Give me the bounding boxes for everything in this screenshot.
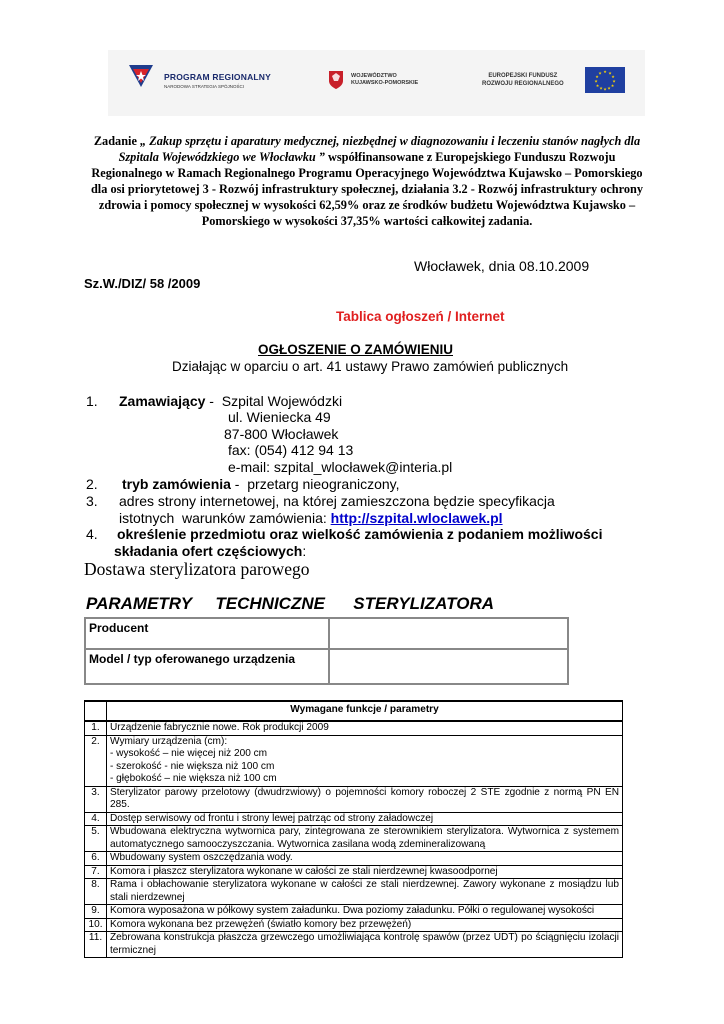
intro-prefix: Zadanie	[93, 134, 137, 148]
producer-table	[84, 617, 569, 685]
item-2	[122, 476, 400, 493]
row-text: Dostęp serwisowy od frontu i strony lewej patrząc od strony załadowczej	[107, 812, 623, 826]
row-text: Urządzenie fabrycznie nowe. Rok produkcji 2009	[107, 721, 623, 735]
email-address: e-mail: szpital_wlocławek@interia.pl	[228, 459, 453, 475]
producer-field[interactable]	[329, 618, 568, 649]
item-4-colon: :	[302, 543, 307, 559]
region-crest-icon	[328, 70, 344, 90]
row-text: Wymiary urządzenia (cm): - wysokość – nie więcej niż 200 cm - szerokość - nie większa niż 100 cm - głębokość – nie większa niż 100 cm	[107, 735, 623, 786]
item-2-number: 2.	[86, 476, 98, 492]
address-street: ul. Wieniecka 49	[228, 409, 331, 425]
row-number: 6.	[85, 852, 107, 866]
table-row	[85, 932, 623, 958]
reference-number: Sz.W./DIZ/ 58 /2009	[84, 276, 201, 291]
table-row	[85, 826, 623, 852]
notice-title: OGŁOSZENIE O ZAMÓWIENIU	[258, 342, 453, 357]
item-3-number: 3.	[86, 493, 98, 509]
model-field[interactable]	[329, 649, 568, 684]
parameters-heading: PARAMETRY TECHNICZNE STERYLIZATORA	[86, 594, 495, 613]
model-label: Model / typ oferowanego urządzenia	[85, 649, 329, 684]
row-number: 8.	[85, 879, 107, 905]
row-text: Wbudowany system oszczędzania wody.	[107, 852, 623, 866]
notice-subtitle: Działając w oparciu o art. 41 ustawy Prawo zamówień publicznych	[172, 359, 569, 374]
specification-link[interactable]: http://szpital.wloclawek.pl	[330, 510, 503, 526]
svg-text:★: ★	[595, 74, 599, 79]
item-4-number: 4.	[86, 526, 98, 542]
item-3-text: istotnych warunków zamówienia:	[119, 510, 331, 526]
region-logo-text: WOJEWÓDZTWO KUJAWSKO-POMORSKIE	[351, 73, 419, 86]
table-row	[85, 735, 623, 786]
item-4-line-2	[114, 543, 306, 560]
svg-text:★: ★	[598, 70, 602, 76]
item-3-line-1: adres strony internetowej, na której zamieszczona będzie specyfikacja	[119, 493, 555, 509]
item-1-name: Szpital Wojewódzki	[221, 393, 343, 409]
item-1-number: 1.	[86, 393, 98, 409]
table-row	[85, 918, 623, 932]
table-row	[85, 905, 623, 919]
svg-text:★: ★	[610, 83, 615, 88]
svg-text:★: ★	[608, 70, 612, 76]
svg-text:★: ★	[611, 74, 615, 79]
row-number: 10.	[85, 918, 107, 932]
item-2-label: tryb zamówienia	[122, 476, 231, 492]
item-4-text: składania ofert częściowych	[114, 543, 303, 559]
row-number: 7.	[85, 865, 107, 879]
svg-text:★: ★	[612, 78, 616, 84]
fax-number: fax: (054) 412 94 13	[228, 442, 354, 458]
svg-text:★: ★	[603, 69, 607, 74]
item-2-value: - przetarg nieograniczony,	[230, 476, 400, 492]
table-row	[85, 865, 623, 879]
header-number-cell	[85, 701, 107, 721]
svg-text:★: ★	[594, 78, 598, 84]
row-text: Sterylizator parowy przelotowy (dwudrzwiowy) o pojemności komory roboczej 2 STE zgodnie z normą PN EN 285.	[107, 786, 623, 812]
item-1	[119, 393, 342, 410]
row-text: Rama i obłachowanie sterylizatora wykonane w całości ze stali nierdzewnej. Zawory wykonane z mosiądzu lub stali nierdzewnej	[107, 879, 623, 905]
row-number: 4.	[85, 812, 107, 826]
svg-text:★: ★	[607, 85, 611, 91]
row-number: 2.	[85, 735, 107, 786]
table-row	[85, 879, 623, 905]
row-text: Wbudowana elektryczna wytwornica pary, zintegrowana ze sterownikiem sterylizatora. Wytwornica z systemem automatycznego samooczyszczania. Wytwornica zasilana wodą zdemineralizowaną	[107, 826, 623, 852]
address-city: 87-800 Włocławek	[224, 426, 339, 442]
item-1-label: Zamawiający	[119, 393, 206, 409]
order-subject: Dostawa sterylizatora parowego	[84, 559, 310, 579]
place-date: Włocławek, dnia 08.10.2009	[414, 258, 590, 274]
svg-text:★: ★	[599, 85, 603, 91]
intro-task-title: „ Zakup sprzętu i aparatury medycznej, niezbędnej w diagnozowaniu i leczeniu stanów nagłych dla Szpitala Wojewódzkiego we Włocławku ”	[118, 134, 641, 164]
requirements-body	[85, 721, 623, 958]
table-row	[85, 786, 623, 812]
eu-flag-icon	[585, 67, 625, 93]
row-text: Komora wyposażona w półkowy system załadunku. Dwa poziomy załadunku. Półki o regulowanej wysokości	[107, 905, 623, 919]
requirements-header: Wymagane funkcje / parametry	[107, 701, 623, 721]
row-number: 3.	[85, 786, 107, 812]
intro-paragraph	[84, 133, 650, 229]
table-row	[85, 852, 623, 866]
row-number: 1.	[85, 721, 107, 735]
table-row	[85, 812, 623, 826]
program-logo-title: PROGRAM REGIONALNY	[164, 72, 272, 82]
intro-rest: współfinansowane z Europejskiego Funduszu Rozwoju Regionalnego w Ramach Regionalnego Programu Operacyjnego Województwa Kujawsko – Pomorskiego dla osi priorytetowej 3 - Rozwój infrastruktury społecznej, działania 3.2 - Rozwój infrastruktury ochrony zdrowia i pomocy społecznej w wysokości 62,59% oraz ze środków budżetu Województwa Kujawsko – Pomorskiego w wysokości 37,35% wartości całkowitej zadania.	[90, 150, 644, 228]
svg-text:★: ★	[595, 83, 600, 88]
row-number: 11.	[85, 932, 107, 958]
row-number: 5.	[85, 826, 107, 852]
eu-fund-logo-text: EUROPEJSKI FUNDUSZ ROZWOJU REGIONALNEGO	[482, 73, 564, 87]
svg-text:★: ★	[603, 86, 607, 92]
row-number: 9.	[85, 905, 107, 919]
row-text: Komora wykonana bez przewężeń (światło komory bez przewężeń)	[107, 918, 623, 932]
producer-label: Producent	[85, 618, 329, 649]
table-row	[85, 721, 623, 735]
notice-board-label: Tablica ogłoszeń / Internet	[336, 309, 505, 324]
program-regionalny-logo	[127, 61, 155, 89]
item-1-separator: -	[205, 393, 222, 409]
item-4-line-1: określenie przedmiotu oraz wielkość zamówienia z podaniem możliwości	[117, 526, 603, 542]
program-logo-subtitle: NARODOWA STRATEGIA SPÓJNOŚCI	[164, 84, 245, 89]
row-text: Komora i płaszcz sterylizatora wykonane w całości ze stali nierdzewnej kwasoodpornej	[107, 865, 623, 879]
requirements-table	[84, 700, 623, 958]
item-3-line-2	[119, 510, 503, 527]
row-text: Żebrowana konstrukcja płaszcza grzewczego umożliwiająca kontrolę spawów (przez UDT) po ściągnięciu izolacji termicznej	[107, 932, 623, 958]
